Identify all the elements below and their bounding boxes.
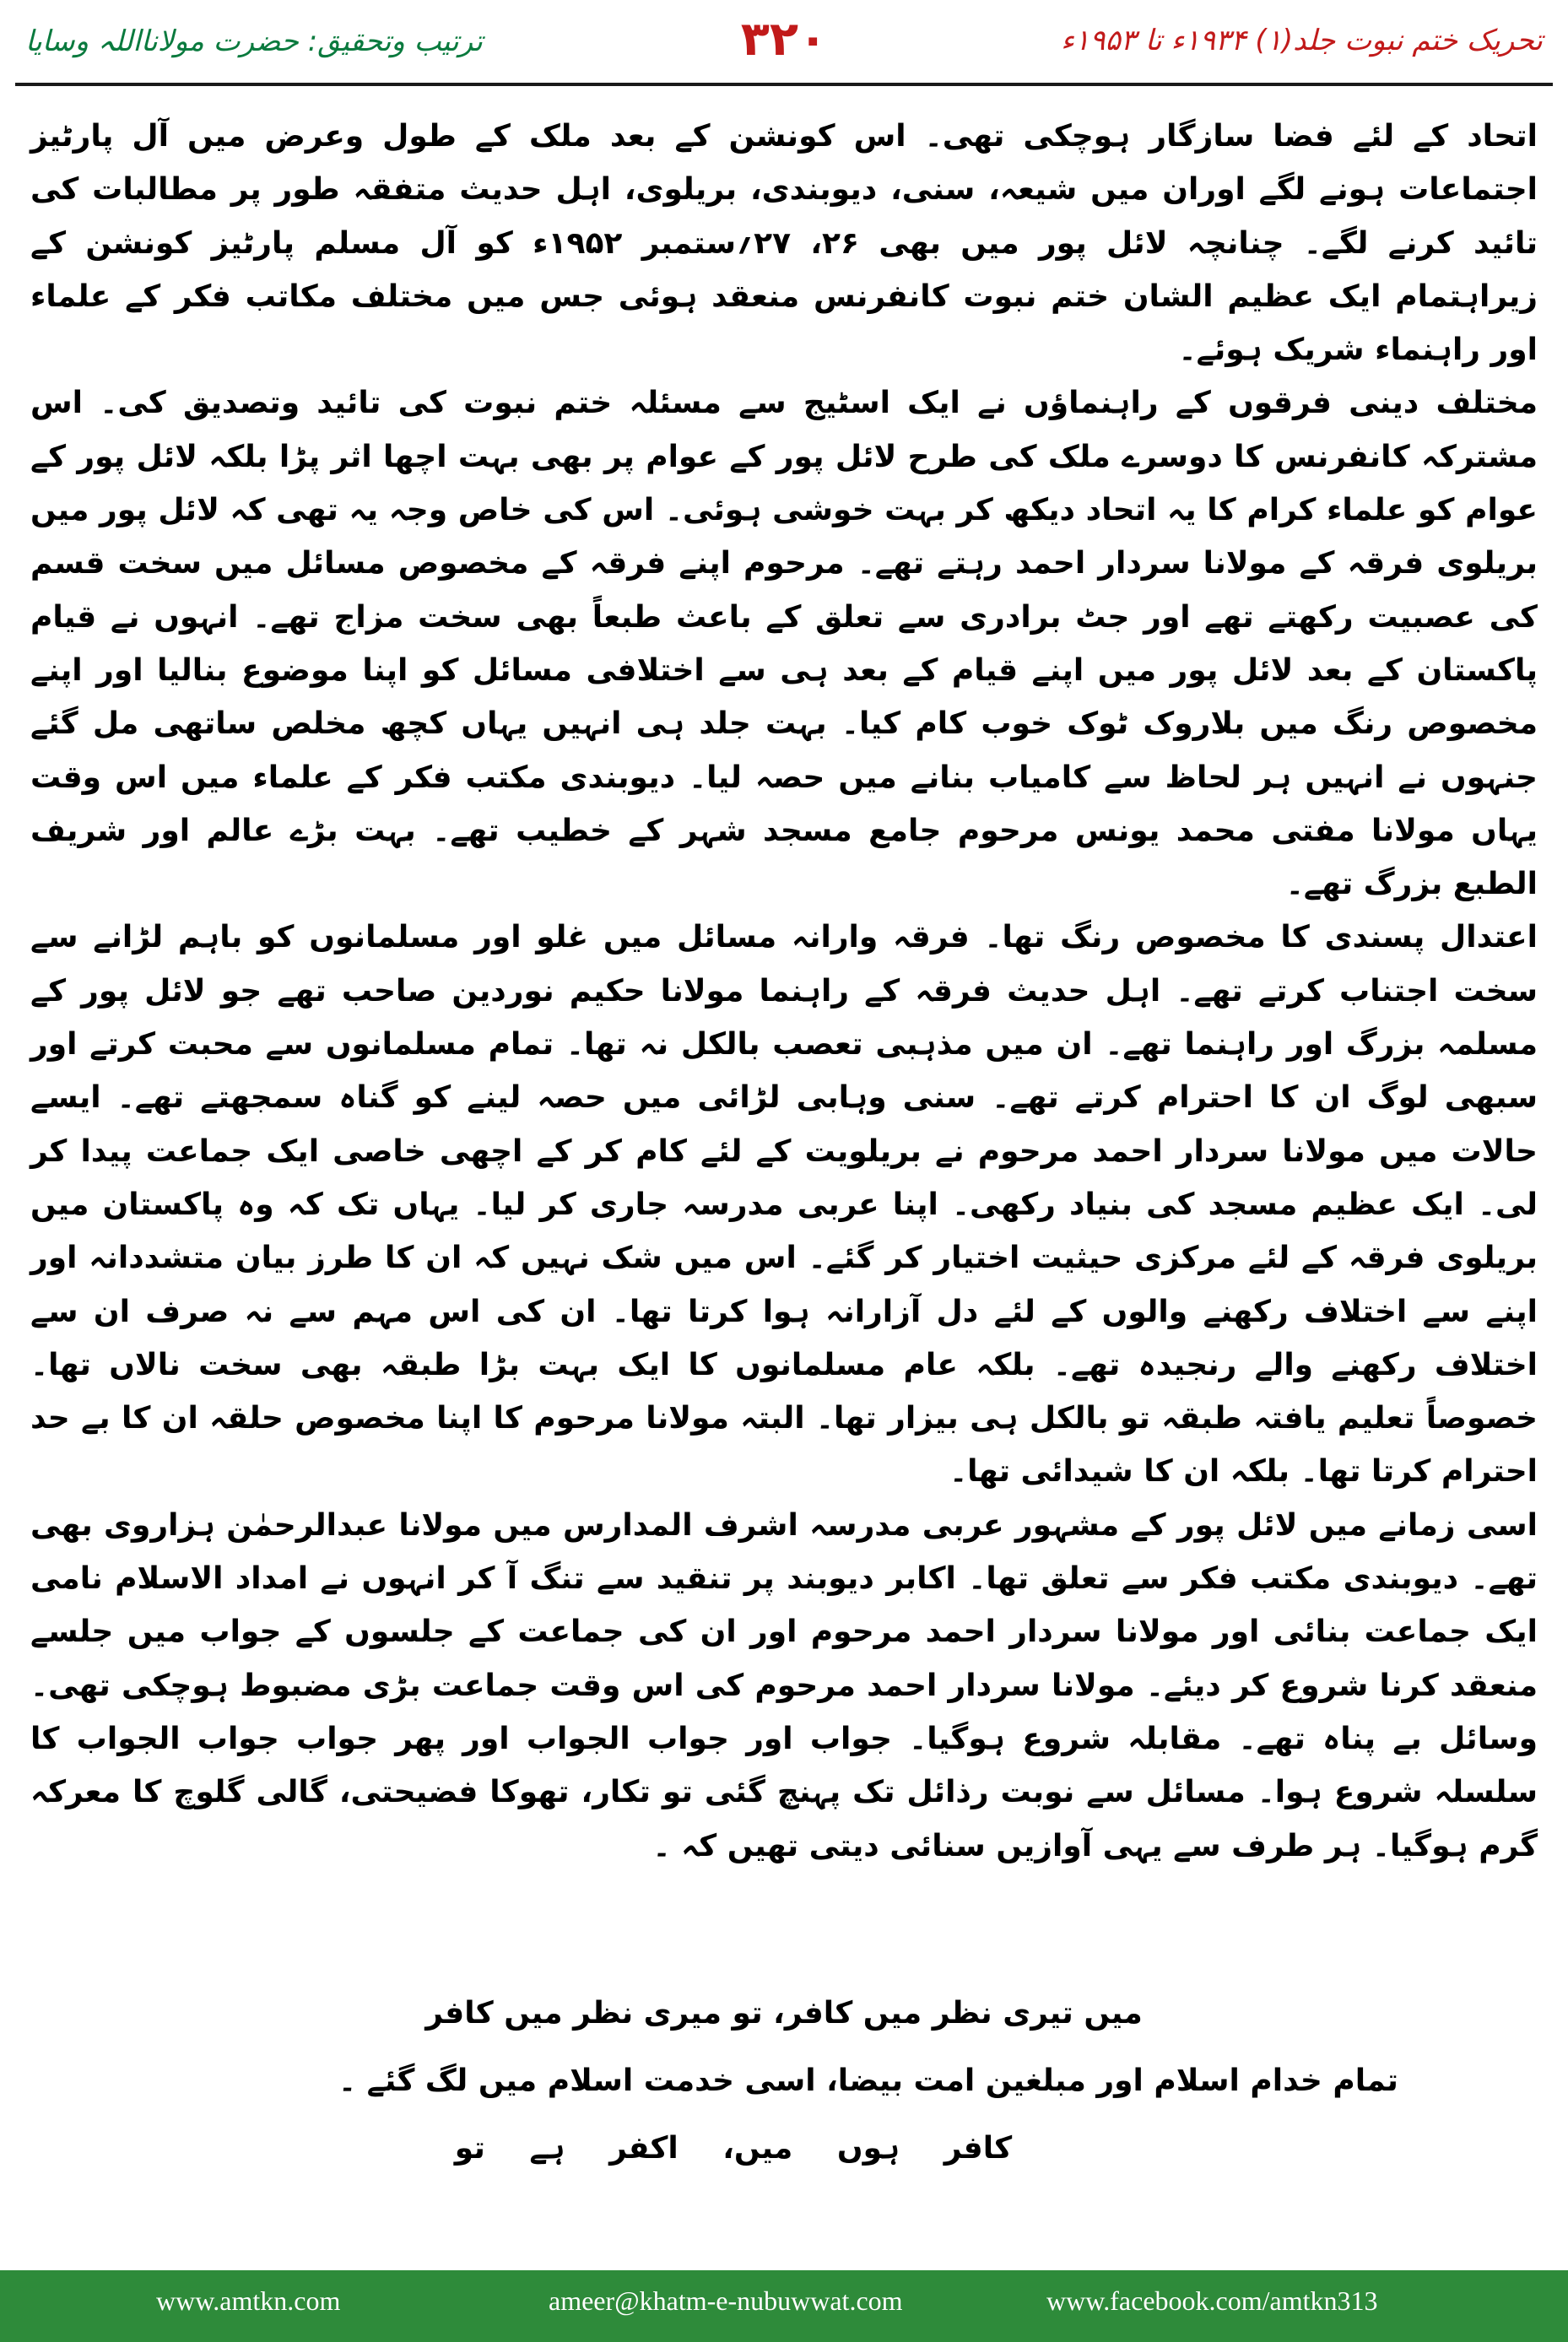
page-body <box>30 110 1538 1873</box>
page-header <box>0 0 1568 80</box>
footer-facebook-link[interactable]: www.facebook.com/amtkn313 <box>1046 2285 1378 2316</box>
paragraph-2: مختلف دینی فرقوں کے راہنماؤں نے ایک اسٹیج سے مسئلہ ختم نبوت کی تائید وتصدیق کی۔ اس مشترکہ کانفرنس کا دوسرے ملک کی طرح لائل پور کے عوام پر بھی بہت اچھا اثر پڑا بلکہ لائل پور کے عوام کو علماء کرام کا یہ اتحاد دیکھ کر بہت خوشی ہوئی۔ اس کی خاص وجہ یہ تھی کہ لائل پور میں بریلوی فرقہ کے مولانا سردار احمد رہتے تھے۔ مرحوم اپنے فرقہ کے مخصوص مسائل میں سخت قسم کی عصبیت رکھتے تھے اور جٹ برادری سے تعلق کے باعث طبعاً بھی سخت مزاج تھے۔ انہوں نے قیام پاکستان کے بعد لائل پور میں اپنے قیام کے بعد ہی سے اختلافی مسائل کو اپنا موضوع بنالیا اور اپنے مخصوص رنگ میں بلاروک ٹوک خوب کام کیا۔ بہت جلد ہی انہیں یہاں کچھ مخلص ساتھی مل گئے جنہوں نے انہیں ہر لحاظ سے کامیاب بنانے میں حصہ لیا۔ دیوبندی مکتب فکر کے علماء میں اس وقت یہاں مولانا مفتی محمد یونس مرحوم جامع مسجد شہر کے خطیب تھے۔ بہت بڑے عالم اور شریف الطبع بزرگ تھے۔ <box>30 386 1538 902</box>
poem-line-3: کافر ہوں میں، اکفر ہے تو <box>454 2131 1013 2166</box>
footer-email-link[interactable]: ameer@khatm-e-nubuwwat.com <box>549 2285 903 2316</box>
footer-website-link[interactable]: www.amtkn.com <box>156 2285 341 2316</box>
header-book-title: تحریک ختم نبوت جلد(۱) ۱۹۳۴ء تا ۱۹۵۳ء <box>1061 24 1543 57</box>
header-divider <box>15 83 1553 86</box>
paragraph-4: اسی زمانے میں لائل پور کے مشہور عربی مدرسہ اشرف المدارس میں مولانا عبدالرحمٰن ہزاروی بھی تھے۔ دیوبندی مکتب فکر سے تعلق تھا۔ اکابر دیوبند پر تنقید سے تنگ آ کر انہوں نے امداد الاسلام نامی ایک جماعت بنائی اور مولانا سردار احمد مرحوم اور ان کی جماعت کے جلسوں کے جواب میں جلسے منعقد کرنا شروع کر دیئے۔ مولانا سردار احمد مرحوم کی اس وقت جماعت بڑی مضبوط ہوچکی تھی۔ وسائل بے پناہ تھے۔ مقابلہ شروع ہوگیا۔ جواب اور جواب الجواب اور پھر جواب جواب الجواب کا سلسلہ شروع ہوا۔ مسائل سے نوبت رذائل تک پہنچ گئی تو تکار، تھوکا فضیحتی، گالی گلوچ کا معرکہ گرم ہوگیا۔ ہر طرف سے یہی آوازیں سنائی دیتی تھیں کہ ۔ <box>30 1507 1538 1863</box>
paragraph-3: اعتدال پسندی کا مخصوص رنگ تھا۔ فرقہ وارانہ مسائل میں غلو اور مسلمانوں کو باہم لڑانے سے سخت اجتناب کرتے تھے۔ اہل حدیث فرقہ کے راہنما مولانا حکیم نوردین صاحب تھے جو لائل پور کے مسلمہ بزرگ اور راہنما تھے۔ ان میں مذہبی تعصب بالکل نہ تھا۔ تمام مسلمانوں سے محبت کرتے اور سبھی لوگ ان کا احترام کرتے تھے۔ سنی وہابی لڑائی میں حصہ لینے کو گناہ سمجھتے تھے۔ ایسے حالات میں مولانا سردار احمد مرحوم نے بریلویت کے لئے کام کر کے اچھی خاصی ایک جماعت پیدا کر لی۔ ایک عظیم مسجد کی بنیاد رکھی۔ اپنا عربی مدرسہ جاری کر لیا۔ یہاں تک کہ وہ پاکستان میں بریلوی فرقہ کے لئے مرکزی حیثیت اختیار کر گئے۔ اس میں شک نہیں کہ ان کا طرز بیان متشددانہ اور اپنے سے اختلاف رکھنے والوں کے لئے دل آزارانہ ہوا کرتا تھا۔ ان کی اس مہم سے نہ صرف ان سے اختلاف رکھنے والے رنجیدہ تھے۔ بلکہ عام مسلمانوں کا ایک بہت بڑا طبقہ بھی سخت نالاں تھا۔ خصوصاً تعلیم یافتہ طبقہ تو بالکل ہی بیزار تھا۔ البتہ مولانا مرحوم کا اپنا مخصوص حلقہ ان کا بے حد احترام کرتا تھا۔ بلکہ ان کا شیدائی تھا۔ <box>30 920 1538 1490</box>
poem-line-1: میں تیری نظر میں کافر، تو میری نظر میں کافر <box>425 1996 1143 2031</box>
page-footer <box>0 2270 1568 2342</box>
poem-line-2: تمام خدام اسلام اور مبلغین امت بیضا، اسی خدمت اسلام میں لگ گئے ۔ <box>338 2063 1398 2098</box>
header-compiler-credit: ترتیب وتحقیق: حضرت مولانااللہ وسایا <box>25 24 483 58</box>
paragraph-1: اتحاد کے لئے فضا سازگار ہوچکی تھی۔ اس کونشن کے بعد ملک کے طول وعرض میں آل پارٹیز اجتماعات ہونے لگے اوران میں شیعہ، سنی، دیوبندی، بریلوی، اہل حدیث متفقہ طور پر مطالبات کی تائید کرنے لگے۔ چنانچہ لائل پور میں بھی ۲۶، ۲۷؍ستمبر ۱۹۵۲ء کو آل مسلم پارٹیز کونشن کے زیراہتمام ایک عظیم الشان ختم نبوت کانفرنس منعقد ہوئی جس میں مختلف مکاتب فکر کے علماء اور راہنماء شریک ہوئے۔ <box>30 119 1538 368</box>
page-number: ۳۲۰ <box>740 12 828 67</box>
